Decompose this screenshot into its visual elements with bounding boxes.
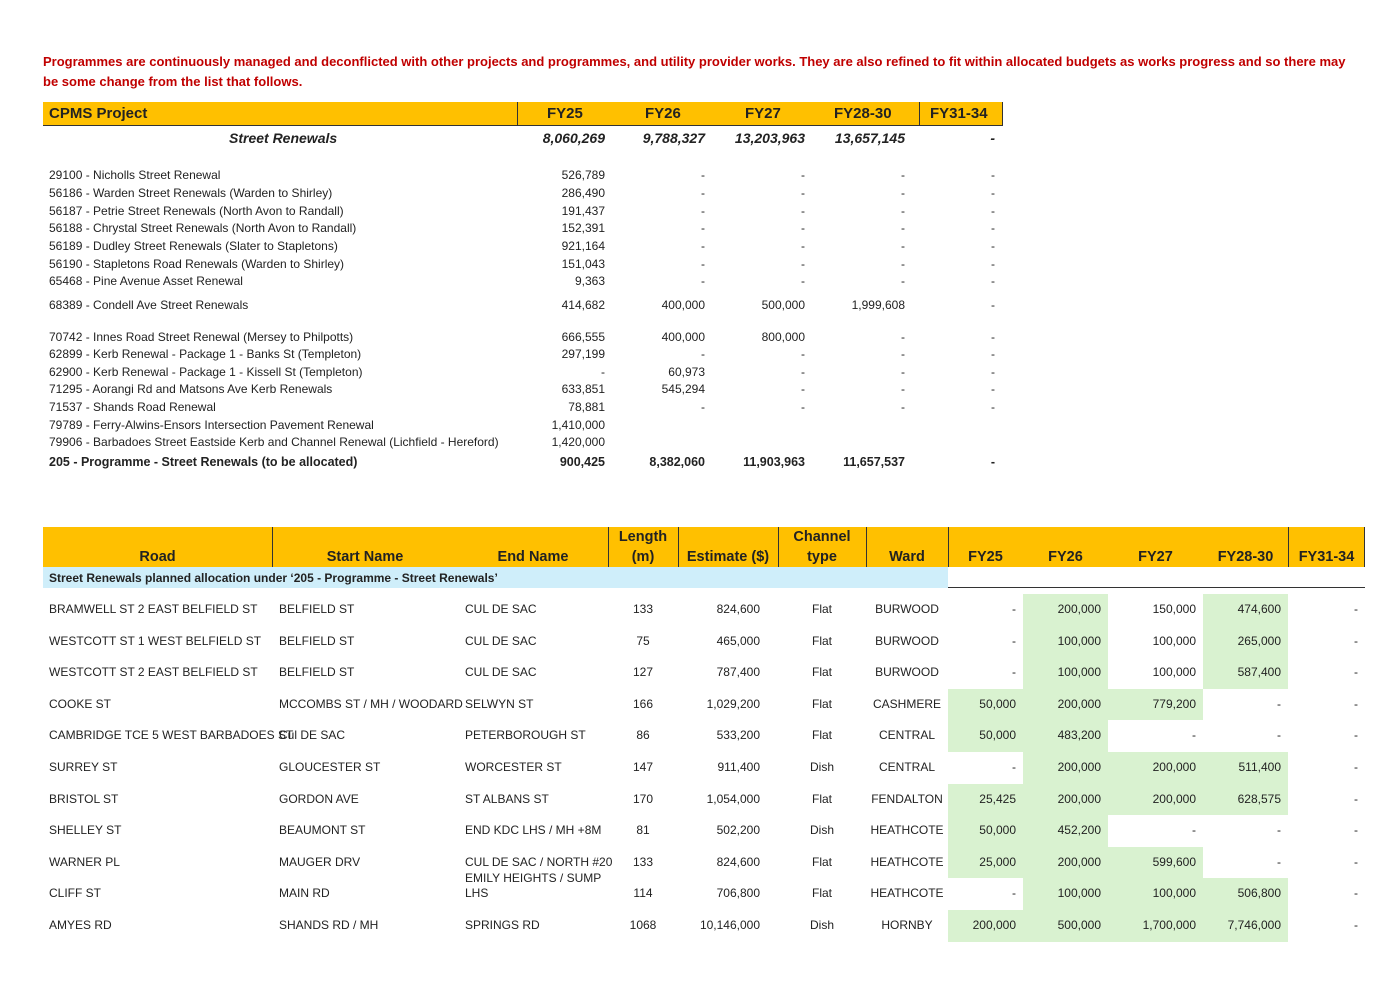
fy-value: 265,000 <box>1203 626 1288 658</box>
cpms-row-name: 56186 - Warden Street Renewals (Warden to Shirley) <box>49 186 333 200</box>
cpms-project-table <box>43 102 1003 469</box>
cpms-row-value: - <box>901 221 905 235</box>
cpms-row-value: 633,851 <box>561 382 605 396</box>
fy-value: 7,746,000 <box>1203 910 1288 942</box>
start-name: BEAUMONT ST <box>279 823 366 838</box>
fy-value: 200,000 <box>1023 847 1108 879</box>
ward: HEATHCOTE <box>870 854 944 869</box>
cpms-row-value: 400,000 <box>661 330 705 344</box>
cpms-row-value: 1,999,608 <box>851 298 905 312</box>
header-estimate: Estimate ($) <box>686 549 770 565</box>
cpms-row-value: - <box>901 347 905 361</box>
cpms-row <box>43 434 1003 451</box>
fy-value: - <box>1277 823 1281 838</box>
section-label: Street Renewals <box>229 130 338 146</box>
header-end-name: End Name <box>497 549 569 565</box>
cpms-row-value: - <box>991 239 995 253</box>
fy-value: - <box>1012 602 1016 616</box>
fy-value: 200,000 <box>1023 689 1108 721</box>
length-value: 127 <box>632 665 654 680</box>
ward: BURWOOD <box>875 602 939 616</box>
cpms-row <box>43 297 1003 314</box>
header-fy27: FY27 <box>1138 549 1173 565</box>
cpms-row-value: - <box>601 365 605 379</box>
cpms-row <box>43 399 1003 416</box>
start-name: SHANDS RD / MH <box>279 918 379 932</box>
cpms-row-value: 1,420,000 <box>551 435 605 449</box>
length-value: 133 <box>632 854 654 869</box>
estimate-value: 824,600 <box>716 854 760 869</box>
cpms-row-value: - <box>991 298 995 312</box>
cpms-row <box>43 381 1003 398</box>
road-name: SHELLEY ST <box>49 823 122 838</box>
end-name: WORCESTER ST <box>465 760 562 774</box>
ward: BURWOOD <box>875 665 939 680</box>
cpms-row-value: - <box>801 365 805 379</box>
header-fy28-30: FY28-30 <box>834 105 892 122</box>
cpms-row-value: - <box>991 365 995 379</box>
estimate-value: 911,400 <box>717 760 760 774</box>
length-value: 114 <box>633 886 653 901</box>
cpms-row <box>43 346 1003 363</box>
fy-value: - <box>1012 665 1016 680</box>
fy-value: 1,700,000 <box>1108 910 1203 942</box>
cpms-row-name: 68389 - Condell Ave Street Renewals <box>49 298 249 312</box>
cpms-row-value: - <box>701 186 705 200</box>
cpms-row-value: - <box>991 257 995 271</box>
cpms-row-name: 56187 - Petrie Street Renewals (North Avon to Randall) <box>49 204 344 218</box>
length-value: 81 <box>636 823 650 838</box>
cpms-row <box>43 238 1003 255</box>
cpms-row <box>43 220 1003 237</box>
fy-value: 587,400 <box>1203 657 1288 689</box>
cpms-row-value: - <box>901 239 905 253</box>
ward: FENDALTON <box>871 791 943 806</box>
fy-value: 50,000 <box>948 720 1023 752</box>
road-name: WESTCOTT ST 2 EAST BELFIELD ST <box>49 665 258 680</box>
fy-value: 474,600 <box>1203 594 1288 626</box>
fy-value: - <box>1354 854 1358 869</box>
channel-type: Dish <box>809 918 834 932</box>
fy-value: 50,000 <box>948 815 1023 847</box>
channel-type: Dish <box>809 760 834 774</box>
end-name: CUL DE SAC / NORTH #20 <box>465 854 613 869</box>
road-row <box>43 847 1365 879</box>
cpms-row-name: 56189 - Dudley Street Renewals (Slater to Stapletons) <box>49 239 338 253</box>
cpms-row-value: 900,425 <box>559 455 605 469</box>
cpms-row-name: 79906 - Barbadoes Street Eastside Kerb and Channel Renewal (Lichfield - Hereford) <box>49 435 499 449</box>
fy-value: - <box>1354 602 1358 616</box>
cpms-row-value: - <box>991 168 995 182</box>
header-channel: Channel <box>793 529 851 545</box>
road-row <box>43 752 1365 784</box>
length-value: 170 <box>632 791 654 806</box>
programme-notice: Programmes are continuously managed and deconflicted with other projects and programmes, and utility provider works. They are also refined to fit within allocated budgets as works progress and so there may be some change from the list that follows. <box>43 54 1346 89</box>
cpms-row <box>43 417 1003 434</box>
cpms-row-value: 11,657,537 <box>843 455 905 469</box>
fy-value: 100,000 <box>1108 878 1203 910</box>
cpms-row-value: - <box>701 274 705 288</box>
cpms-row-value: 297,199 <box>561 347 605 361</box>
start-name: BELFIELD ST <box>279 602 355 616</box>
fy-value: 511,400 <box>1203 752 1288 784</box>
cpms-row-value: 800,000 <box>761 330 805 344</box>
cpms-row-value: 152,391 <box>561 221 605 235</box>
fy-value: 200,000 <box>1023 752 1108 784</box>
cpms-row-value: - <box>990 455 995 469</box>
fy-value: - <box>1354 728 1358 743</box>
cpms-row-name: 205 - Programme - Street Renewals (to be allocated) <box>49 455 358 469</box>
header-fy26: FY26 <box>645 105 681 122</box>
fy-value: 100,000 <box>1152 665 1196 680</box>
cpms-row-value: 500,000 <box>761 298 805 312</box>
cpms-row-value: - <box>701 204 705 218</box>
header-road: Road <box>139 549 176 565</box>
end-name: CUL DE SAC <box>465 602 537 616</box>
fy-value: - <box>1192 823 1196 838</box>
cpms-row <box>43 167 1003 184</box>
header-fy27: FY27 <box>745 105 781 122</box>
channel-type: Flat <box>811 633 832 648</box>
road-row <box>43 657 1365 689</box>
road-name: BRAMWELL ST 2 EAST BELFIELD ST <box>49 602 258 616</box>
road-row <box>43 626 1365 658</box>
end-name: CUL DE SAC <box>465 633 537 648</box>
length-value: 166 <box>632 696 654 711</box>
cpms-row-value: - <box>991 204 995 218</box>
end-name: SPRINGS RD <box>465 918 540 932</box>
allocation-band <box>43 567 1365 588</box>
cpms-row-value: 666,555 <box>561 330 605 344</box>
cpms-row-name: 79789 - Ferry-Alwins-Ensors Intersection Pavement Renewal <box>49 418 374 432</box>
end-name: END KDC LHS / MH +8M <box>465 823 602 838</box>
cpms-row-value: - <box>901 330 905 344</box>
start-name: MCCOMBS ST / MH / WOODARD <box>279 696 463 711</box>
cpms-row-value: - <box>801 168 805 182</box>
road-name: AMYES RD <box>49 918 112 932</box>
cpms-header-row <box>43 102 1003 126</box>
end-name: PETERBOROUGH ST <box>465 728 586 743</box>
cpms-row-name: 62900 - Kerb Renewal - Package 1 - Kissell St (Templeton) <box>49 365 363 379</box>
end-name <box>465 870 608 903</box>
fy-value: 628,575 <box>1203 784 1288 816</box>
road-row <box>43 689 1365 721</box>
road-name: SURREY ST <box>49 760 118 774</box>
channel-type: Flat <box>811 854 832 869</box>
road-name: BRISTOL ST <box>49 791 119 806</box>
end-name-line: EMILY HEIGHTS / SUMP <box>465 871 602 886</box>
estimate-value: 465,000 <box>716 633 760 648</box>
cpms-row-value: - <box>901 382 905 396</box>
fy-value: 100,000 <box>1023 626 1108 658</box>
estimate-value: 787,400 <box>716 665 760 680</box>
cpms-row <box>43 364 1003 381</box>
cpms-row-value: - <box>991 186 995 200</box>
estimate-value: 1,054,000 <box>706 791 760 806</box>
cpms-row-value: 11,903,963 <box>743 455 805 469</box>
cpms-row-value: - <box>991 274 995 288</box>
cpms-row-value: 151,043 <box>561 257 605 271</box>
cpms-row-value: - <box>901 365 905 379</box>
header-length-unit: (m) <box>631 549 655 565</box>
estimate-value: 824,600 <box>716 602 760 616</box>
end-name: CUL DE SAC <box>465 665 537 680</box>
start-name: BELFIELD ST <box>279 633 355 648</box>
cpms-row-name: 29100 - Nicholls Street Renewal <box>49 168 221 182</box>
fy-value: 100,000 <box>1023 878 1108 910</box>
cpms-row <box>43 203 1003 220</box>
estimate-value: 10,146,000 <box>699 918 760 932</box>
cpms-row-value: - <box>901 168 905 182</box>
ward: BURWOOD <box>875 633 939 648</box>
cpms-row-value: 78,881 <box>568 400 605 414</box>
channel-type: Flat <box>811 728 832 743</box>
cpms-row-value: - <box>801 221 805 235</box>
cpms-row-name: 56188 - Chrystal Street Renewals (North Avon to Randall) <box>49 221 357 235</box>
cpms-row-value: - <box>991 382 995 396</box>
road-name: WARNER PL <box>49 854 120 869</box>
estimate-value: 706,800 <box>716 886 760 901</box>
fy-value: - <box>1354 791 1358 806</box>
header-fy25: FY25 <box>547 105 583 122</box>
allocation-band-label: Street Renewals planned allocation under ‘205 - Programme - Street Renewals’ <box>49 571 498 585</box>
road-name: CAMBRIDGE TCE 5 WEST BARBADOES ST <box>49 728 294 743</box>
start-name: GORDON AVE <box>279 791 359 806</box>
estimate-value: 1,029,200 <box>706 696 760 711</box>
fy-value: 599,600 <box>1108 847 1203 879</box>
header-fy25: FY25 <box>968 549 1003 565</box>
cpms-row-name: 71537 - Shands Road Renewal <box>49 400 216 414</box>
fy-value: 200,000 <box>948 910 1023 942</box>
fy-value: - <box>1354 633 1358 648</box>
length-value: 86 <box>636 728 650 743</box>
start-name: MAIN RD <box>279 886 330 901</box>
header-fy28-30: FY28-30 <box>1217 549 1274 565</box>
road-name: COOKE ST <box>49 696 112 711</box>
length-value: 147 <box>632 760 654 774</box>
road-row <box>43 871 1365 910</box>
cpms-row-value: - <box>701 221 705 235</box>
length-value: 75 <box>636 633 650 648</box>
cpms-row-name: 65468 - Pine Avenue Asset Renewal <box>49 274 243 288</box>
cpms-row-value: 921,164 <box>561 239 605 253</box>
cpms-row-value: - <box>801 274 805 288</box>
fy-value: - <box>1012 886 1016 901</box>
cpms-row-value: - <box>801 186 805 200</box>
cpms-row-value: 526,789 <box>561 168 605 182</box>
header-fy26: FY26 <box>1048 549 1083 565</box>
cpms-row-value: - <box>801 204 805 218</box>
cpms-row-value: - <box>901 400 905 414</box>
header-channel-type: type <box>807 549 837 565</box>
street-renewals-total-row: Street Renewals 8,060,269 9,788,327 13,203,963 13,657,145 - <box>229 130 995 146</box>
estimate-value: 502,200 <box>716 823 760 838</box>
cpms-row <box>43 329 1003 346</box>
fy-value: 483,200 <box>1023 720 1108 752</box>
cpms-row-value: - <box>801 382 805 396</box>
cpms-row-value: 286,490 <box>561 186 605 200</box>
fy-value: 506,800 <box>1203 878 1288 910</box>
cpms-row-value: 60,973 <box>668 365 705 379</box>
cpms-row-value: 191,437 <box>561 204 605 218</box>
cpms-row-value: - <box>701 239 705 253</box>
end-name: SELWYN ST <box>465 696 534 711</box>
cpms-row-name: 70742 - Innes Road Street Renewal (Mersey to Philpotts) <box>49 330 354 344</box>
end-name: ST ALBANS ST <box>465 791 549 806</box>
cpms-row-value: - <box>701 400 705 414</box>
cpms-row-value: - <box>801 400 805 414</box>
road-name: WESTCOTT ST 1 WEST BELFIELD ST <box>49 633 262 648</box>
channel-type: Flat <box>811 602 832 616</box>
cpms-row <box>43 185 1003 202</box>
header-fy31-34: FY31-34 <box>930 105 988 122</box>
header-length: Length <box>618 529 668 545</box>
cpms-row-value: - <box>801 239 805 253</box>
cpms-row-value: - <box>801 347 805 361</box>
start-name: GLOUCESTER ST <box>279 760 381 774</box>
header-ward: Ward <box>889 549 925 565</box>
fy-value: - <box>1012 633 1016 648</box>
cpms-row-name: 62899 - Kerb Renewal - Package 1 - Banks St (Templeton) <box>49 347 362 361</box>
cpms-row <box>43 273 1003 290</box>
fy-value: - <box>1277 696 1281 711</box>
length-value: 133 <box>632 602 654 616</box>
cpms-row-value: - <box>991 221 995 235</box>
cpms-row-value: 414,682 <box>561 298 605 312</box>
fy-value: - <box>1277 854 1281 869</box>
cpms-row-value: - <box>991 330 995 344</box>
cpms-row-value: - <box>901 204 905 218</box>
fy-value: - <box>1277 728 1281 743</box>
fy-value: 100,000 <box>1152 633 1196 648</box>
cpms-row-value: 8,382,060 <box>649 455 705 469</box>
road-allocation-table <box>43 527 1365 932</box>
cpms-row <box>43 256 1003 273</box>
fy-value: 50,000 <box>948 689 1023 721</box>
ward: CASHMERE <box>872 696 941 711</box>
cpms-row-value: - <box>701 168 705 182</box>
road-row <box>43 910 1365 942</box>
channel-type: Flat <box>811 791 832 806</box>
fy-value: - <box>1192 728 1196 743</box>
cpms-row-value: - <box>701 347 705 361</box>
fy-value: - <box>1012 760 1016 774</box>
fy-value: - <box>1354 886 1358 901</box>
fy-value: 779,200 <box>1108 689 1203 721</box>
cpms-row-value: 1,410,000 <box>551 418 605 432</box>
start-name: Cul DE SAC <box>279 728 346 743</box>
cpms-row-value: - <box>901 257 905 271</box>
fy-value: 200,000 <box>1023 784 1108 816</box>
road-row <box>43 784 1365 816</box>
cpms-row-name: 71295 - Aorangi Rd and Matsons Ave Kerb Renewals <box>49 382 333 396</box>
ward: HEATHCOTE <box>870 823 944 838</box>
fy-value: - <box>1354 760 1358 774</box>
start-name: BELFIELD ST <box>279 665 355 680</box>
fy-value: 200,000 <box>1108 784 1203 816</box>
fy-value: 25,425 <box>948 784 1023 816</box>
estimate-value: 533,200 <box>716 728 760 743</box>
channel-type: Dish <box>809 823 834 838</box>
header-start-name: Start Name <box>326 549 404 565</box>
ward: CENTRAL <box>878 728 935 743</box>
fy-value: - <box>1354 696 1358 711</box>
length-value: 1068 <box>629 918 657 932</box>
channel-type: Flat <box>811 886 832 901</box>
cpms-row-value: - <box>901 186 905 200</box>
road-name: CLIFF ST <box>49 886 102 901</box>
road-row <box>43 720 1365 752</box>
road-row <box>43 594 1365 626</box>
header-cpms-project: CPMS Project <box>49 105 148 122</box>
end-name-line: LHS <box>465 886 489 901</box>
fy-value: 452,200 <box>1023 815 1108 847</box>
fy-value: - <box>1354 918 1358 932</box>
ward: CENTRAL <box>878 760 935 774</box>
channel-type: Flat <box>811 665 832 680</box>
channel-type: Flat <box>811 696 832 711</box>
fy-value: 200,000 <box>1108 752 1203 784</box>
cpms-row-value: - <box>701 257 705 271</box>
cpms-row-name: 56190 - Stapletons Road Renewals (Warden to Shirley) <box>49 257 345 271</box>
fy-value: 500,000 <box>1023 910 1108 942</box>
road-row <box>43 815 1365 847</box>
cpms-row-value: 9,363 <box>574 274 605 288</box>
start-name: MAUGER DRV <box>279 854 361 869</box>
fy-value: 100,000 <box>1023 657 1108 689</box>
fy-value: - <box>1354 823 1358 838</box>
fy-value: 200,000 <box>1023 594 1108 626</box>
cpms-row-value: 545,294 <box>661 382 705 396</box>
ward: HEATHCOTE <box>870 886 944 901</box>
cpms-row-value: - <box>901 274 905 288</box>
cpms-row <box>43 454 1003 471</box>
cpms-row-value: - <box>991 400 995 414</box>
fy-value: 150,000 <box>1152 602 1196 616</box>
fy-value: - <box>1354 665 1358 680</box>
fy-value: 25,000 <box>948 847 1023 879</box>
ward: HORNBY <box>881 918 933 932</box>
cpms-row-value: - <box>991 347 995 361</box>
road-header-row <box>43 527 1365 567</box>
cpms-row-value: - <box>801 257 805 271</box>
header-fy31-34: FY31-34 <box>1298 549 1355 565</box>
cpms-row-value: 400,000 <box>661 298 705 312</box>
